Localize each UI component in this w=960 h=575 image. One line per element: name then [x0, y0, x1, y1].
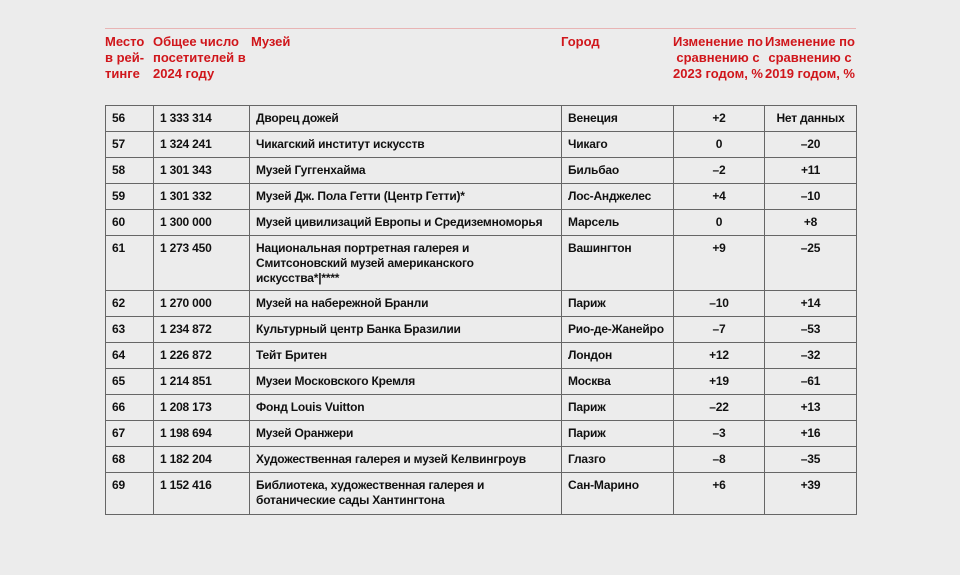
change-2023-cell: –3 — [674, 421, 765, 447]
change-2019-cell: –53 — [765, 317, 857, 343]
city-cell: Париж — [562, 421, 674, 447]
museum-cell: Национальная портретная галерея и Смитсоновский музей американского искусства*|**** — [250, 236, 562, 291]
visitors-cell: 1 300 000 — [154, 210, 250, 236]
visitors-cell: 1 182 204 — [154, 447, 250, 473]
rank-cell: 58 — [106, 158, 154, 184]
change-2023-cell: 0 — [674, 210, 765, 236]
rank-cell: 63 — [106, 317, 154, 343]
rank-cell: 62 — [106, 291, 154, 317]
city-cell: Лондон — [562, 343, 674, 369]
change-2019-cell: –10 — [765, 184, 857, 210]
visitors-cell: 1 152 416 — [154, 473, 250, 515]
change-2023-cell: +4 — [674, 184, 765, 210]
change-2023-cell: –7 — [674, 317, 765, 343]
rank-cell: 68 — [106, 447, 154, 473]
visitors-cell: 1 273 450 — [154, 236, 250, 291]
museum-cell: Чикагский институт искусств — [250, 132, 562, 158]
change-2019-cell: +8 — [765, 210, 857, 236]
header-museum: Музей — [251, 34, 291, 49]
visitors-cell: 1 226 872 — [154, 343, 250, 369]
change-2023-cell: –2 — [674, 158, 765, 184]
table-row — [106, 236, 857, 291]
table-row — [106, 184, 857, 210]
table-row — [106, 158, 857, 184]
change-2023-cell: 0 — [674, 132, 765, 158]
city-cell: Глазго — [562, 447, 674, 473]
table-row — [106, 317, 857, 343]
change-2019-cell: –32 — [765, 343, 857, 369]
data-table — [105, 105, 857, 515]
museum-cell: Культурный центр Банка Бразилии — [250, 317, 562, 343]
table-row — [106, 473, 857, 515]
visitors-cell: 1 270 000 — [154, 291, 250, 317]
table-row — [106, 132, 857, 158]
visitors-cell: 1 214 851 — [154, 369, 250, 395]
table-row — [106, 395, 857, 421]
change-2019-cell: +11 — [765, 158, 857, 184]
visitors-cell: 1 208 173 — [154, 395, 250, 421]
header-rank: Место в рей- тинге — [105, 34, 145, 81]
city-cell: Марсель — [562, 210, 674, 236]
table-row — [106, 421, 857, 447]
change-2019-cell: +14 — [765, 291, 857, 317]
museum-cell: Фонд Louis Vuitton — [250, 395, 562, 421]
change-2019-cell: –20 — [765, 132, 857, 158]
rank-cell: 66 — [106, 395, 154, 421]
rank-cell: 67 — [106, 421, 154, 447]
change-2023-cell: +2 — [674, 106, 765, 132]
visitors-cell: 1 301 343 — [154, 158, 250, 184]
change-2023-cell: –8 — [674, 447, 765, 473]
rank-cell: 56 — [106, 106, 154, 132]
rank-cell: 60 — [106, 210, 154, 236]
museum-cell: Библиотека, художественная галерея и ботанические сады Хантингтона — [250, 473, 562, 515]
museum-cell: Музей Гуггенхайма — [250, 158, 562, 184]
city-cell: Париж — [562, 291, 674, 317]
museum-cell: Музей Оранжери — [250, 421, 562, 447]
museum-cell: Дворец дожей — [250, 106, 562, 132]
city-cell: Рио-де-Жанейро — [562, 317, 674, 343]
table-row — [106, 447, 857, 473]
museum-cell: Музей Дж. Пола Гетти (Центр Гетти)* — [250, 184, 562, 210]
rank-cell: 69 — [106, 473, 154, 515]
museum-cell: Музеи Московского Кремля — [250, 369, 562, 395]
city-cell: Чикаго — [562, 132, 674, 158]
visitors-cell: 1 234 872 — [154, 317, 250, 343]
visitors-cell: 1 333 314 — [154, 106, 250, 132]
table-row — [106, 369, 857, 395]
change-2019-cell: –25 — [765, 236, 857, 291]
header-change-2023: Изменение по сравнению с 2023 годом, % — [673, 34, 763, 81]
city-cell: Лос-Анджелес — [562, 184, 674, 210]
change-2019-cell: –61 — [765, 369, 857, 395]
table-row — [106, 106, 857, 132]
table-row — [106, 343, 857, 369]
change-2023-cell: –22 — [674, 395, 765, 421]
change-2023-cell: +9 — [674, 236, 765, 291]
change-2019-cell: Нет данных — [765, 106, 857, 132]
museum-ranking-table — [105, 28, 856, 515]
museum-cell: Музей цивилизаций Европы и Средиземноморья — [250, 210, 562, 236]
rank-cell: 64 — [106, 343, 154, 369]
visitors-cell: 1 198 694 — [154, 421, 250, 447]
change-2019-cell: +13 — [765, 395, 857, 421]
museum-cell: Художественная галерея и музей Келвингроув — [250, 447, 562, 473]
header-city: Город — [561, 34, 600, 49]
table-header — [105, 29, 856, 105]
table-row — [106, 210, 857, 236]
change-2019-cell: +39 — [765, 473, 857, 515]
change-2019-cell: –35 — [765, 447, 857, 473]
table-row — [106, 291, 857, 317]
header-change-2019: Изменение по сравнению с 2019 годом, % — [765, 34, 855, 81]
city-cell: Москва — [562, 369, 674, 395]
visitors-cell: 1 324 241 — [154, 132, 250, 158]
museum-cell: Музей на набережной Бранли — [250, 291, 562, 317]
city-cell: Венеция — [562, 106, 674, 132]
change-2023-cell: +19 — [674, 369, 765, 395]
city-cell: Сан-Марино — [562, 473, 674, 515]
rank-cell: 59 — [106, 184, 154, 210]
museum-cell: Тейт Бритен — [250, 343, 562, 369]
rank-cell: 57 — [106, 132, 154, 158]
visitors-cell: 1 301 332 — [154, 184, 250, 210]
change-2023-cell: –10 — [674, 291, 765, 317]
city-cell: Париж — [562, 395, 674, 421]
header-visitors: Общее число посетителей в 2024 году — [153, 34, 246, 81]
change-2023-cell: +6 — [674, 473, 765, 515]
change-2019-cell: +16 — [765, 421, 857, 447]
city-cell: Вашингтон — [562, 236, 674, 291]
city-cell: Бильбао — [562, 158, 674, 184]
change-2023-cell: +12 — [674, 343, 765, 369]
rank-cell: 61 — [106, 236, 154, 291]
rank-cell: 65 — [106, 369, 154, 395]
